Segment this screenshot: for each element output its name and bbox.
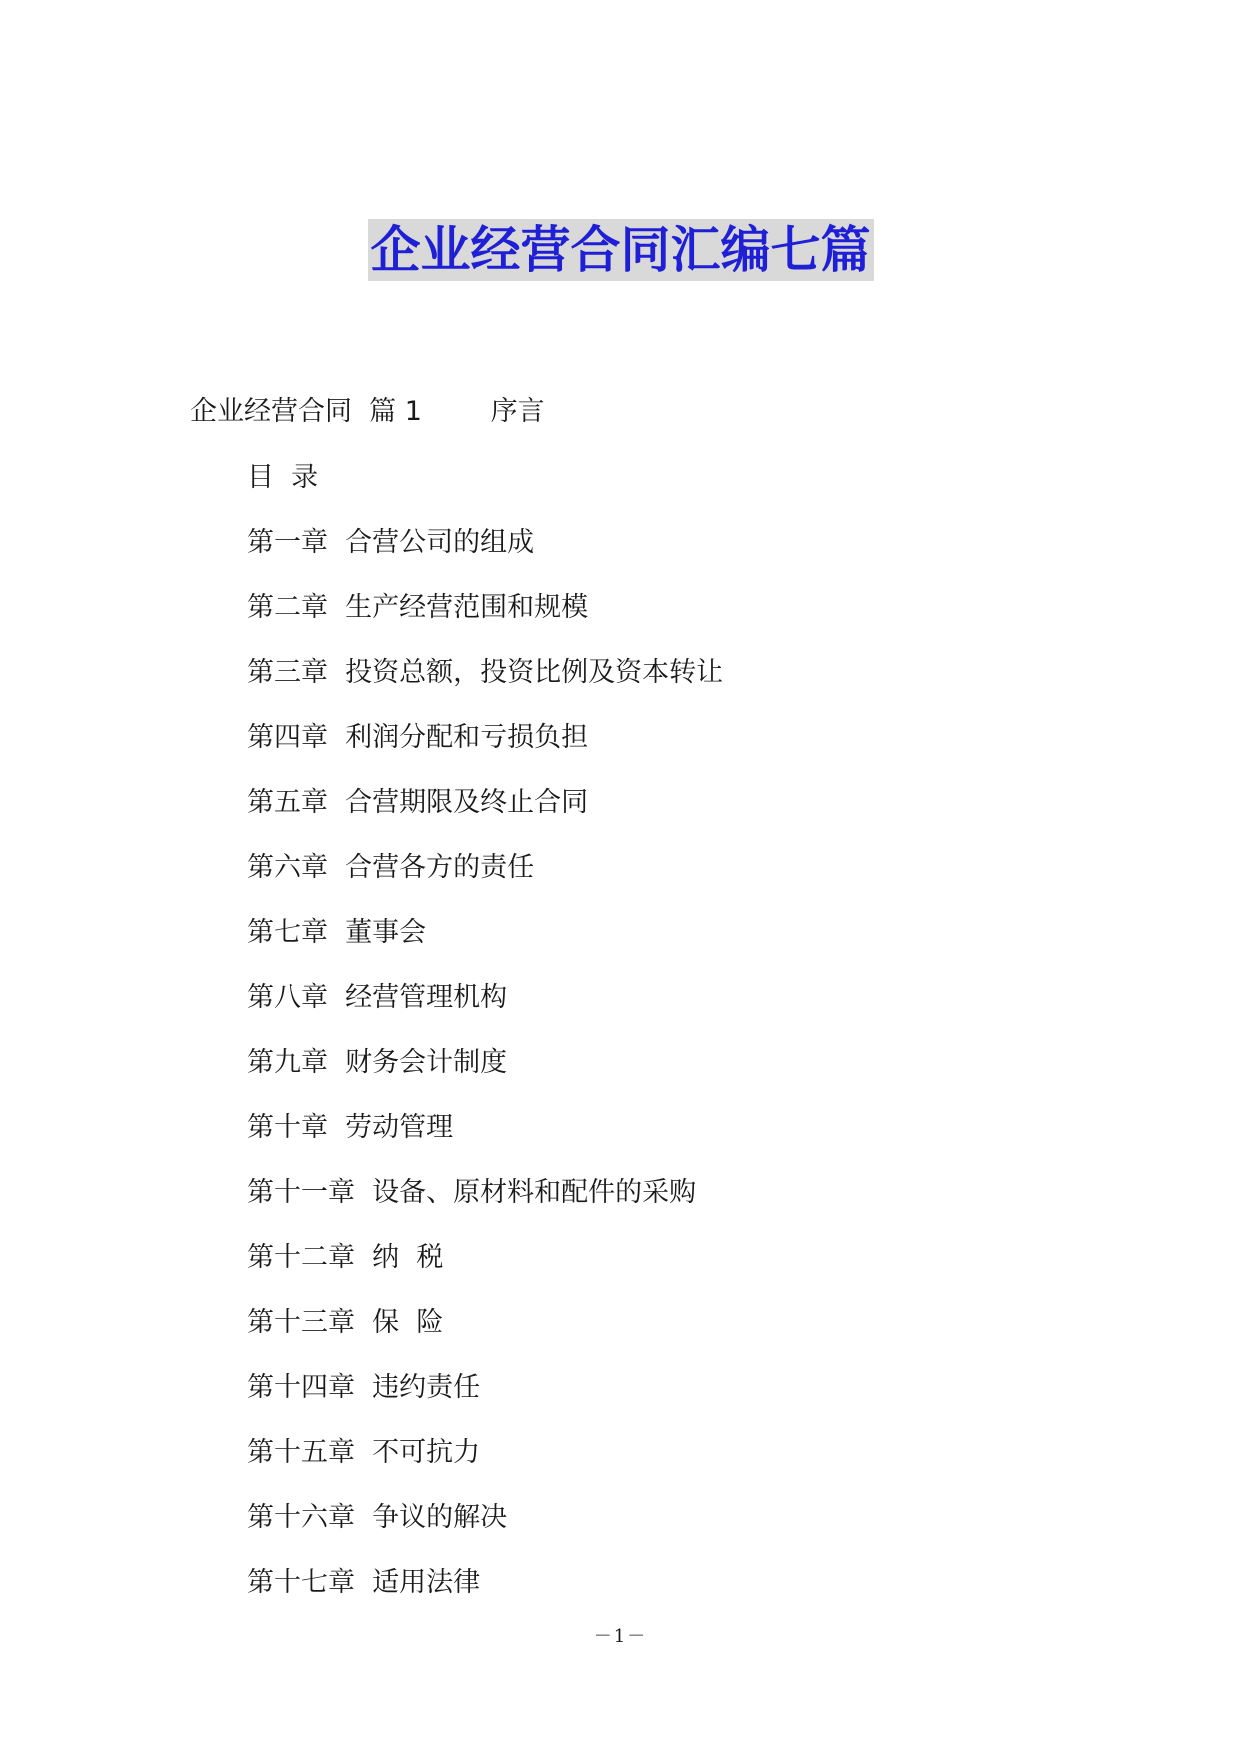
page-number: －1－ [593, 1626, 648, 1647]
toc-item: 第十三章 保 险 [247, 1307, 444, 1338]
title-container [0, 219, 1241, 281]
toc-item: 第四章 利润分配和亏损负担 [247, 722, 589, 753]
toc-item: 第七章 董事会 [247, 917, 427, 948]
toc-item: 第十七章 适用法律 [247, 1567, 481, 1598]
intro-preface: 序言 [490, 396, 545, 427]
toc-item: 第五章 合营期限及终止合同 [247, 787, 589, 818]
toc-item: 第十一章 设备、原材料和配件的采购 [247, 1177, 697, 1208]
toc-item: 第九章 财务会计制度 [247, 1047, 508, 1078]
intro-heading: 企业经营合同 篇 [190, 396, 397, 427]
toc-item: 第一章 合营公司的组成 [247, 527, 535, 558]
toc-item: 第十二章 纳 税 [247, 1242, 444, 1273]
intro-line [190, 392, 545, 432]
toc-item: 第十六章 争议的解决 [247, 1502, 508, 1533]
intro-number: 1 [404, 396, 422, 427]
table-of-contents [247, 458, 723, 1628]
toc-item: 第三章 投资总额，投资比例及资本转让 [247, 657, 724, 688]
toc-item: 第十五章 不可抗力 [247, 1437, 481, 1468]
toc-item: 第六章 合营各方的责任 [247, 852, 535, 883]
toc-item: 第十章 劳动管理 [247, 1112, 454, 1143]
toc-item: 第八章 经营管理机构 [247, 982, 508, 1013]
toc-heading: 目 录 [247, 462, 319, 493]
toc-item: 第十四章 违约责任 [247, 1372, 481, 1403]
toc-item: 第二章 生产经营范围和规模 [247, 592, 589, 623]
document-title: 企业经营合同汇编七篇 [368, 219, 874, 281]
